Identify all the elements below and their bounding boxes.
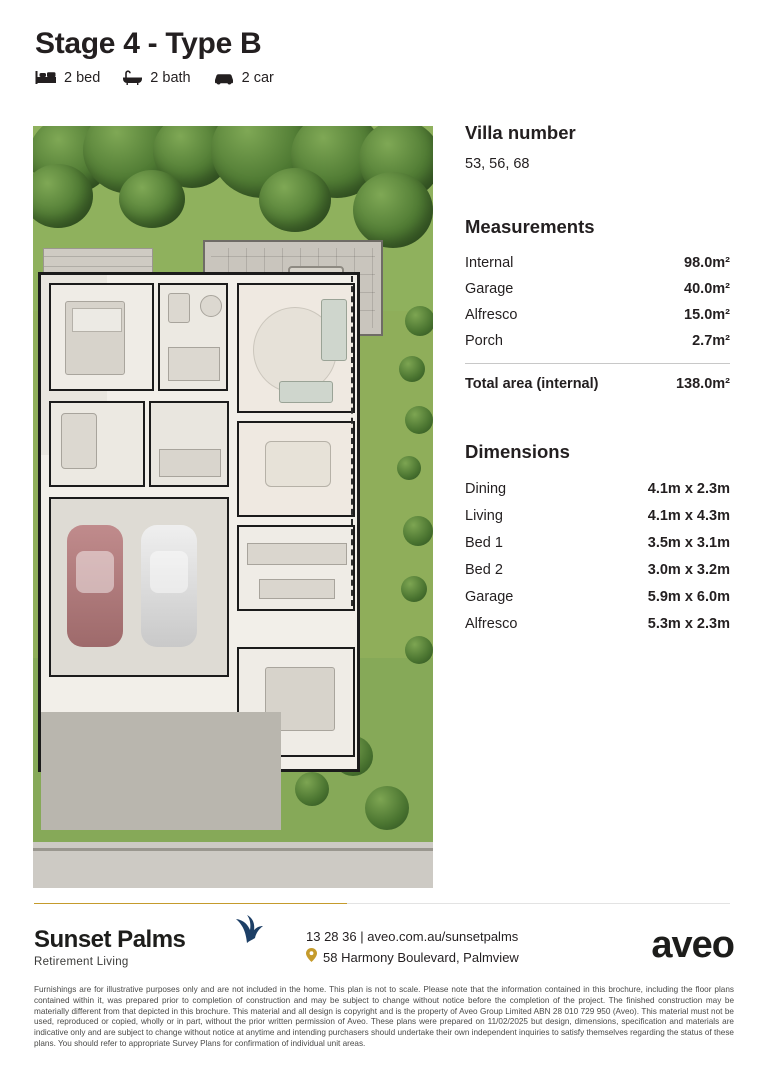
shrub <box>397 456 421 480</box>
website-link[interactable]: aveo.com.au/sunsetpalms <box>367 929 519 944</box>
shrub <box>399 356 425 382</box>
measurement-row <box>465 328 730 354</box>
shrub <box>405 636 433 664</box>
dimensions-heading: Dimensions <box>465 441 570 462</box>
dimension-row <box>465 610 730 637</box>
palm-leaf-icon <box>230 914 264 949</box>
room-laundry <box>149 401 229 487</box>
phone-number[interactable]: 13 28 36 <box>306 929 357 944</box>
car-white <box>141 525 197 647</box>
page-title: Stage 4 - Type B <box>35 27 262 60</box>
dimension-value: 3.5m x 3.1m <box>647 534 730 551</box>
driveway <box>41 712 281 830</box>
dimensions-block <box>465 441 730 637</box>
shrub <box>295 772 329 806</box>
dimension-value: 5.3m x 2.3m <box>647 615 730 632</box>
measurements-block <box>465 216 730 397</box>
floorplan-image <box>33 126 433 888</box>
contact-block <box>306 926 519 969</box>
dimension-value: 4.1m x 2.3m <box>647 480 730 497</box>
contact-line-phone <box>306 926 519 947</box>
dimension-value: 3.0m x 3.2m <box>647 561 730 578</box>
dimension-row <box>465 583 730 610</box>
measurement-row <box>465 250 730 276</box>
dimension-row <box>465 529 730 556</box>
spec-car <box>213 70 274 86</box>
measurements-heading: Measurements <box>465 216 595 237</box>
measurement-row <box>465 302 730 328</box>
footer <box>34 918 734 988</box>
room-garage <box>49 497 229 677</box>
dimension-label: Bed 2 <box>465 561 503 578</box>
dimension-row <box>465 556 730 583</box>
dimension-label: Living <box>465 507 503 524</box>
shrub <box>401 576 427 602</box>
boundary-line <box>351 276 353 606</box>
spec-list <box>35 70 735 86</box>
room-bed-1 <box>49 283 154 391</box>
address-text: 58 Harmony Boulevard, Palmview <box>323 950 519 966</box>
aveo-logo: aveo <box>651 924 734 966</box>
dimension-label: Garage <box>465 588 514 605</box>
contact-separator: | <box>360 929 364 944</box>
villa-number-values: 53, 56, 68 <box>465 156 530 172</box>
room-kitchen <box>237 525 355 611</box>
dimension-value: 5.9m x 6.0m <box>647 588 730 605</box>
total-area-row <box>465 368 730 397</box>
measurement-label: Garage <box>465 281 514 297</box>
room-ensuite <box>158 283 228 391</box>
dimension-row <box>465 502 730 529</box>
location-pin-icon <box>306 947 317 968</box>
spec-bed <box>35 70 100 86</box>
spec-bath <box>122 70 190 86</box>
header <box>35 28 735 86</box>
room-living <box>237 283 355 413</box>
room-dining <box>237 421 355 517</box>
measurement-label: Porch <box>465 333 503 349</box>
villa-number-heading: Villa number <box>465 122 576 143</box>
divider <box>465 363 730 364</box>
spec-bath-label: 2 bath <box>150 69 191 86</box>
measurement-value: 98.0m² <box>684 255 730 271</box>
contact-line-address <box>306 947 519 968</box>
villa-number-block <box>465 122 730 172</box>
car-red <box>67 525 123 647</box>
total-area-label: Total area (internal) <box>465 376 599 392</box>
measurement-label: Internal <box>465 255 514 271</box>
total-area-value: 138.0m² <box>675 376 730 392</box>
sunset-palms-logo <box>34 926 185 968</box>
measurement-label: Alfresco <box>465 307 518 323</box>
brand-name: Sunset Palms <box>34 926 186 953</box>
room-bath <box>49 401 145 487</box>
house-footprint <box>38 272 360 772</box>
dimension-value: 4.1m x 4.3m <box>647 507 730 524</box>
car-icon <box>213 71 235 85</box>
spec-bed-label: 2 bed <box>64 69 101 86</box>
shrub <box>405 406 433 434</box>
spec-car-label: 2 car <box>241 69 274 86</box>
measurement-row <box>465 276 730 302</box>
dimension-label: Alfresco <box>465 615 518 632</box>
bed-icon <box>35 70 57 85</box>
shrub <box>365 786 409 830</box>
disclaimer-text: Furnishings are for illustrative purposes only and are not included in the home. This plan is not to scale. Please note that the information contained in this brochure, including the floor plans contained within it, was prepared prior to completion of construction and may be subject to change without notice before the completion of the project. The finished construction may be materially different from that depicted in this brochure. This material and all design is copyright and is the property of Aveo Group Limited ABN 28 010 729 950 (Aveo). This material must not be used, reproduced or copied, wholly or in part, without the prior written permission of Aveo. These plans were prepared on 11/02/2025 but design, dimensions, specification and materials are indicative only and are subject to change without notice at anytime and intending purchasers should undertake their own independent inquiries to satisfy themselves regarding the status of these plans. You should refer to appropriate Survey Plans for confirmation of individual unit areas. <box>34 985 734 1049</box>
measurement-value: 15.0m² <box>684 307 730 323</box>
dimension-label: Bed 1 <box>465 534 503 551</box>
measurement-value: 2.7m² <box>692 333 730 349</box>
footer-divider <box>34 903 730 904</box>
info-panel <box>465 122 730 637</box>
shrub <box>403 516 433 546</box>
shrub <box>405 306 433 336</box>
dimension-row <box>465 475 730 502</box>
bath-icon <box>122 70 143 85</box>
measurement-value: 40.0m² <box>684 281 730 297</box>
brand-tagline: Retirement Living <box>34 956 129 968</box>
dimension-label: Dining <box>465 480 507 497</box>
street <box>33 842 433 888</box>
